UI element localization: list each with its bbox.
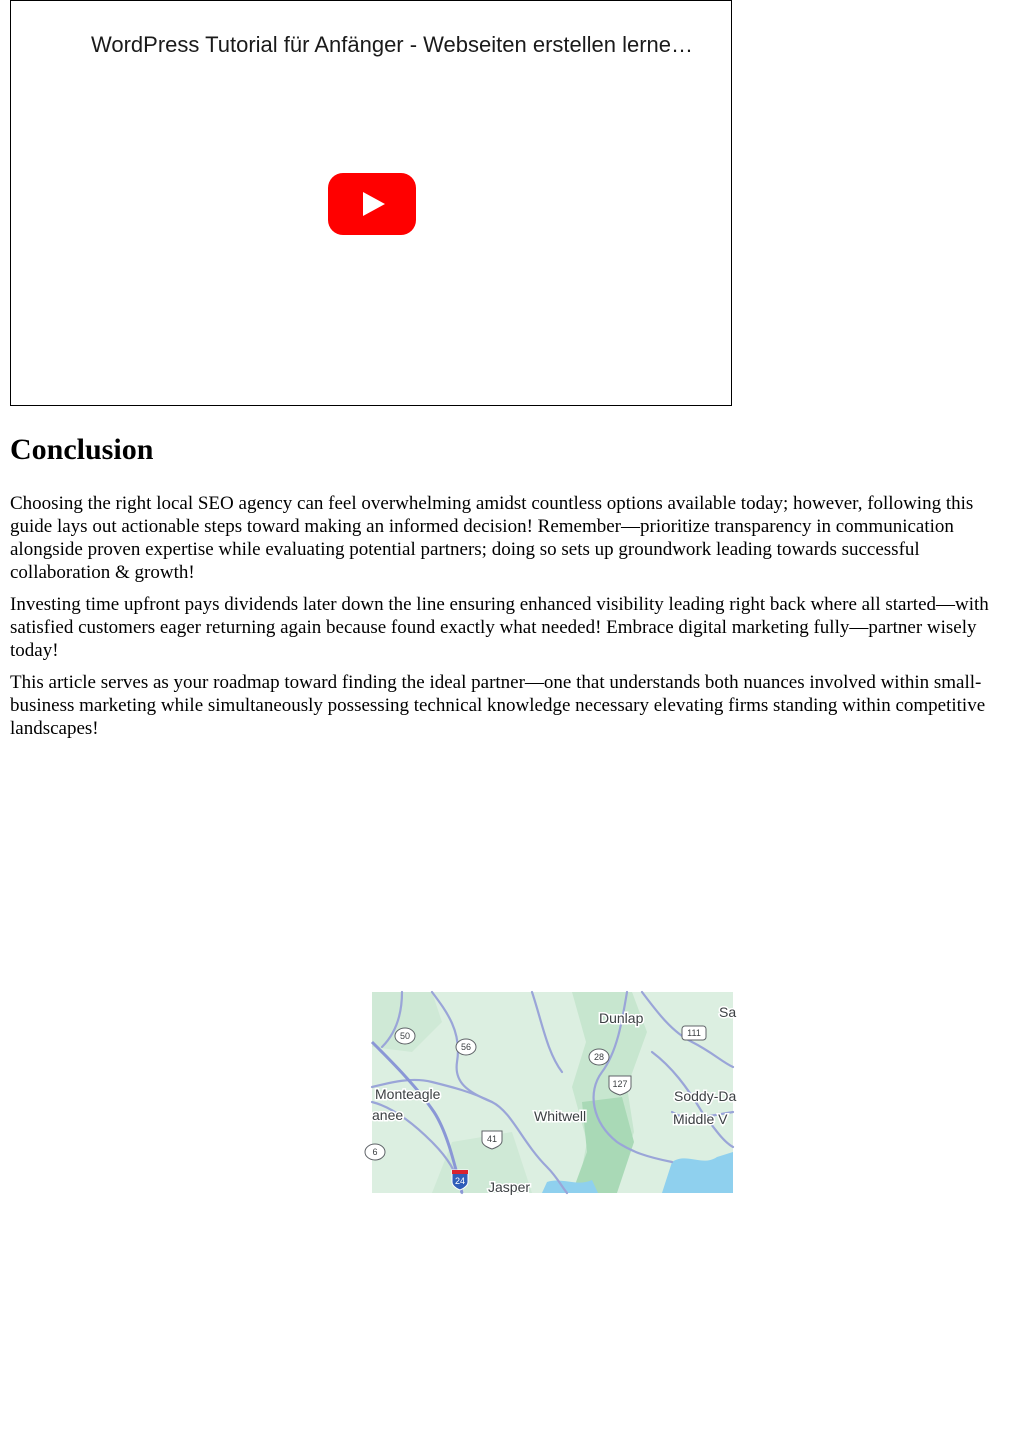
svg-text:56: 56 (460, 1042, 472, 1052)
place-label-soddy-daisy: Soddy-Da (674, 1088, 737, 1104)
conclusion-paragraph-3: This article serves as your roadmap toward finding the ideal partner—one that understands both nuances involved within small-business marketing while simultaneously possessing technical knowledge necessary elevating firms standing within competitive landscapes! (10, 672, 986, 739)
interstate-shield-24 (452, 1170, 468, 1190)
conclusion-paragraph-1: Choosing the right local SEO agency can feel overwhelming amidst countless options available today; however, following this guide lays out actionable steps toward making an informed decision! Remember—prioritize transparency in communication alongside proven expertise while evaluating potential partners; doing so sets up groundwork leading towards successful collaboration & growth! (10, 493, 974, 583)
youtube-play-icon (328, 173, 416, 235)
route-shield-56 (456, 1039, 476, 1055)
svg-text:41: 41 (486, 1134, 498, 1144)
play-button[interactable] (328, 173, 416, 235)
map-embed[interactable] (372, 992, 737, 1195)
place-label-dunlap: Dunlap (599, 1010, 644, 1026)
place-label-monteagle: Monteagle (375, 1086, 441, 1102)
place-label-sa: Sa (719, 1004, 737, 1020)
place-label-whitwell: Whitwell (534, 1108, 587, 1124)
svg-text:127: 127 (612, 1079, 628, 1089)
svg-text:6: 6 (372, 1147, 378, 1157)
conclusion-paragraph-2: Investing time upfront pays dividends later down the line ensuring enhanced visibility leading right back where all started—with satisfied customers eager returning again because found exactly what needed! Embrace digital marketing fully—partner wisely today! (10, 594, 989, 661)
route-shield-28 (589, 1049, 609, 1065)
svg-text:28: 28 (593, 1052, 605, 1062)
route-shield-127 (609, 1076, 631, 1095)
svg-text:111: 111 (687, 1028, 701, 1038)
conclusion-body (10, 492, 1014, 749)
route-shield-6 (365, 1144, 385, 1160)
map-canvas[interactable] (372, 992, 737, 1195)
svg-text:50: 50 (399, 1031, 411, 1041)
place-label-middle-valley: Middle V (673, 1111, 728, 1127)
video-title[interactable]: WordPress Tutorial für Anfänger - Webseiten erstellen lerne… (91, 32, 694, 57)
place-label-anee: anee (372, 1107, 404, 1123)
map-water (542, 1180, 598, 1193)
route-shield-111 (682, 1026, 706, 1040)
conclusion-heading: Conclusion (10, 433, 154, 466)
youtube-video-embed[interactable] (10, 0, 732, 406)
svg-text:24: 24 (454, 1176, 466, 1186)
place-label-jasper: Jasper (488, 1179, 531, 1195)
route-shield-50 (395, 1028, 415, 1044)
